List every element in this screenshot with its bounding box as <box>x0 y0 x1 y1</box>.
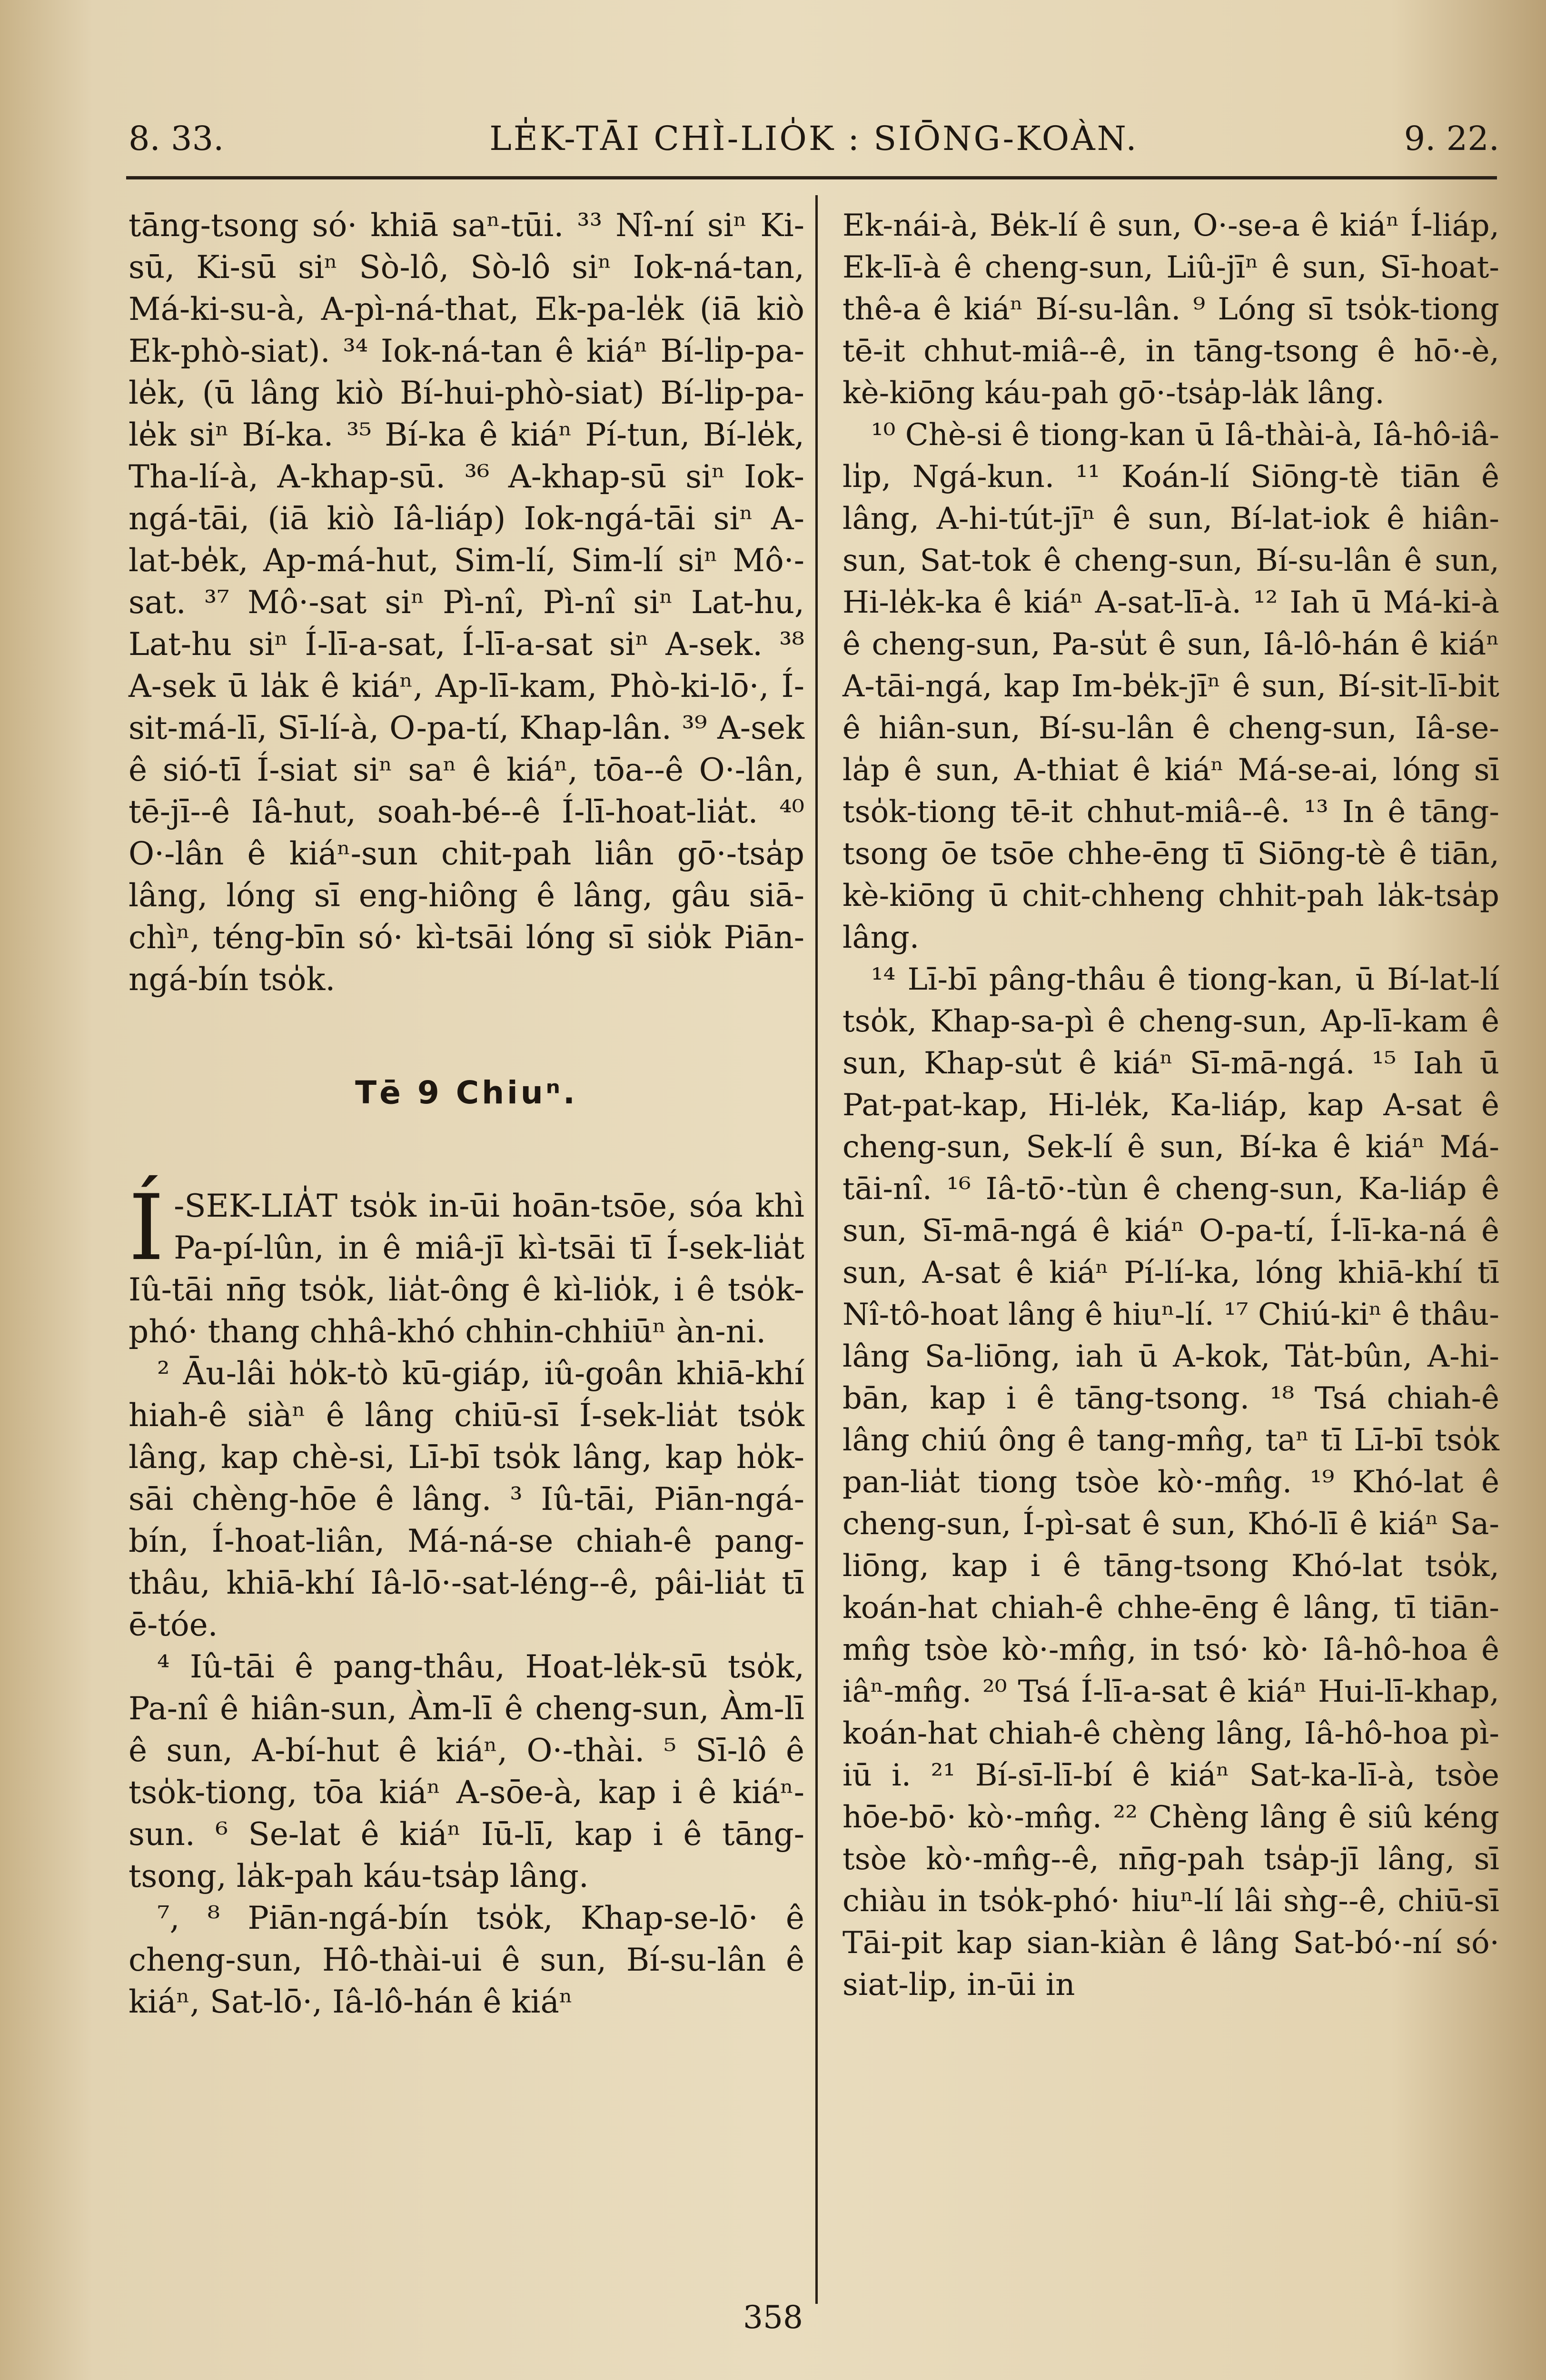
left-column <box>129 205 804 2023</box>
chapter-opening-paragraph <box>129 1175 804 1353</box>
page-number: 358 <box>743 2299 803 2336</box>
verse-paragraph: ¹⁴ Lī-bī pâng-thâu ê tiong-kan, ū Bí-lat-lí tso̍k, Khap-sa-pì ê cheng-sun, Ap-lī-kam ê sun, Khap-su̍t ê kiáⁿ Sī-mā-ngá. ¹⁵ Iah ū Pat-pat-kap, Hi-le̍k, Ka-liáp, kap A-sat ê cheng-sun, Sek-lí ê sun, Bí-ka ê kiáⁿ Má-tāi-nî. ¹⁶ Iâ-tō·-tùn ê cheng-sun, Ka-liáp ê sun, Sī-mā-ngá ê kiáⁿ O-pa-tí, Í-lī-ka-ná ê sun, A-sat ê kiáⁿ Pí-lí-ka, lóng khiā-khí tī Nî-tô-hoat lâng ê hiuⁿ-lí. ¹⁷ Chiú-kiⁿ ê thâu-lâng Sa-liōng, iah ū A-kok, Ta̍t-bûn, A-hi-bān, kap i ê tāng-tsong. ¹⁸ Tsá chiah-ê lâng chiú ông ê tang-mn̂g, taⁿ tī Lī-bī tso̍k pan-lia̍t tiong tsòe kò·-mn̂g. ¹⁹ Khó-lat ê cheng-sun, Í-pì-sat ê sun, Khó-lī ê kiáⁿ Sa-liōng, kap i ê tāng-tsong Khó-lat tso̍k, koán-hat chiah-ê chhe-ēng ê lâng, tī tiān-mn̂g tsòe kò·-mn̂g, in tsó· kò· Iâ-hô-hoa ê iâⁿ-mn̂g. ²⁰ Tsá Í-lī-a-sat ê kiáⁿ Hui-lī-khap, koán-hat chiah-ê chèng lâng, Iâ-hô-hoa pì-iū i. ²¹ Bí-sī-lī-bí ê kiáⁿ Sat-ka-lī-à, tsòe hōe-bō· kò·-mn̂g. ²² Chèng lâng ê siû kéng tsòe kò·-mn̂g--ê, nn̄g-pah tsa̍p-jī lâng, sī chiàu in tso̍k-phó· hiuⁿ-lí lâi sǹg--ê, chiū-sī Tāi-pit kap sian-kiàn ê lâng Sat-bó·-ní só· siat-li̍p, in-ūi in <box>842 962 1499 2003</box>
header-rule <box>126 176 1497 179</box>
verse-paragraph: ¹⁰ Chè-si ê tiong-kan ū Iâ-thài-à, Iâ-hô-iâ-li̍p, Ngá-kun. ¹¹ Koán-lí Siōng-tè tiān ê lâng, A-hi-tút-jīⁿ ê sun, Bí-lat-iok ê hiân-sun, Sat-tok ê cheng-sun, Bí-su-lân ê sun, Hi-le̍k-ka ê kiáⁿ A-sat-lī-à. ¹² Iah ū Má-ki-à ê cheng-sun, Pa-su̍t ê sun, Iâ-lô-hán ê kiáⁿ A-tāi-ngá, kap Im-be̍k-jīⁿ ê sun, Bí-sit-lī-bit ê hiân-sun, Bí-su-lân ê cheng-sun, Iâ-se-la̍p ê sun, A-thiat ê kiáⁿ Má-se-ai, lóng sī tso̍k-tiong tē-it chhut-miâ--ê. ¹³ In ê tāng-tsong ōe tsōe chhe-ēng tī Siōng-tè ê tiān, kè-kiōng ū chit-chheng chhit-pah la̍k-tsa̍p lâng. <box>842 417 1499 955</box>
running-header <box>129 119 1499 171</box>
verse-paragraph: ⁴ Iû-tāi ê pang-thâu, Hoat-le̍k-sū tso̍k, Pa-nî ê hiân-sun, Àm-lī ê cheng-sun, Àm-lī ê sun, A-bí-hut ê kiáⁿ, O·-thài. ⁵ Sī-lô ê tso̍k-tiong, tōa kiáⁿ A-sōe-à, kap i ê kiáⁿ-sun. ⁶ Se-lat ê kiáⁿ Iū-lī, kap i ê tāng-tsong, la̍k-pah káu-tsa̍p lâng. <box>129 1648 804 1894</box>
column-divider <box>815 195 818 2304</box>
right-column <box>842 205 1499 2006</box>
verse-paragraph: tāng-tsong só· khiā saⁿ-tūi. ³³ Nî-ní siⁿ Ki-sū, Ki-sū siⁿ Sò-lô, Sò-lô siⁿ Iok-ná-tan, Má-ki-su-à, A-pì-ná-that, Ek-pa-le̍k (iā kiò Ek-phò-siat). ³⁴ Iok-ná-tan ê kiáⁿ Bí-li̍p-pa-le̍k, (ū lâng kiò Bí-hui-phò-siat) Bí-li̍p-pa-le̍k siⁿ Bí-ka. ³⁵ Bí-ka ê kiáⁿ Pí-tun, Bí-le̍k, Tha-lí-à, A-khap-sū. ³⁶ A-khap-sū siⁿ Iok-ngá-tāi, (iā kiò Iâ-liáp) Iok-ngá-tāi siⁿ A-lat-be̍k, Ap-má-hut, Sim-lí, Sim-lí siⁿ Mô·-sat. ³⁷ Mô·-sat siⁿ Pì-nî, Pì-nî siⁿ Lat-hu, Lat-hu siⁿ Í-lī-a-sat, Í-lī-a-sat siⁿ A-sek. ³⁸ A-sek ū la̍k ê kiáⁿ, Ap-lī-kam, Phò-ki-lō·, Í-sit-má-lī, Sī-lí-à, O-pa-tí, Khap-lân. ³⁹ A-sek ê sió-tī Í-siat siⁿ saⁿ ê kiáⁿ, tōa--ê O·-lân, tē-jī--ê Iâ-hut, soah-bé--ê Í-lī-hoat-lia̍t. ⁴⁰ O·-lân ê kiáⁿ-sun chit-pah liân gō·-tsa̍p lâng, lóng sī eng-hiông ê lâng, gâu siā-chìⁿ, téng-bīn só· kì-tsāi lóng sī sio̍k Piān-ngá-bín tso̍k. <box>129 207 804 998</box>
header-book-title: LE̍K-TĀI CHÌ-LIO̍K : SIŌNG-KOÀN. <box>489 119 1139 158</box>
drop-cap: Í <box>129 1175 165 1280</box>
verse-paragraph: ² Āu-lâi ho̍k-tò kū-giáp, iû-goân khiā-khí hiah-ê siàⁿ ê lâng chiū-sī Í-sek-lia̍t tso̍k lâng, kap chè-si, Lī-bī tso̍k lâng, kap ho̍k-sāi chèng-hōe ê lâng. ³ Iû-tāi, Piān-ngá-bín, Í-hoat-liân, Má-ná-se chiah-ê pang-thâu, khiā-khí Iâ-lō·-sat-léng--ê, pâi-lia̍t tī ē-tóe. <box>129 1355 804 1643</box>
opening-text: -SEK-LIA̍T tso̍k in-ūi hoān-tsōe, sóa khì Pa-pí-lûn, in ê miâ-jī kì-tsāi tī Í-sek-lia̍t Iû-tāi nn̄g tso̍k, lia̍t-ông ê kì-lio̍k, i ê tso̍k-phó· thang chhâ-khó chhin-chhiūⁿ àn-ni. <box>129 1188 804 1350</box>
verse-paragraph: ⁷, ⁸ Piān-ngá-bín tso̍k, Khap-se-lō· ê cheng-sun, Hô-thài-ui ê sun, Bí-su-lân ê kiáⁿ, Sat-lō·, Iâ-lô-hán ê kiáⁿ <box>129 1900 804 2020</box>
header-verse-end: 9. 22. <box>1404 119 1499 158</box>
header-verse-start: 8. 33. <box>129 119 224 158</box>
chapter-heading: Tē 9 Chiuⁿ. <box>355 1074 578 1111</box>
verse-paragraph: Ek-nái-à, Be̍k-lí ê sun, O·-se-a ê kiáⁿ Í-liáp, Ek-lī-à ê cheng-sun, Liû-jīⁿ ê sun, Sī-hoat-thê-a ê kiáⁿ Bí-su-lân. ⁹ Lóng sī tso̍k-tiong tē-it chhut-miâ--ê, in tāng-tsong ê hō·-è, kè-kiōng káu-pah gō·-tsa̍p-la̍k lâng. <box>842 208 1499 411</box>
